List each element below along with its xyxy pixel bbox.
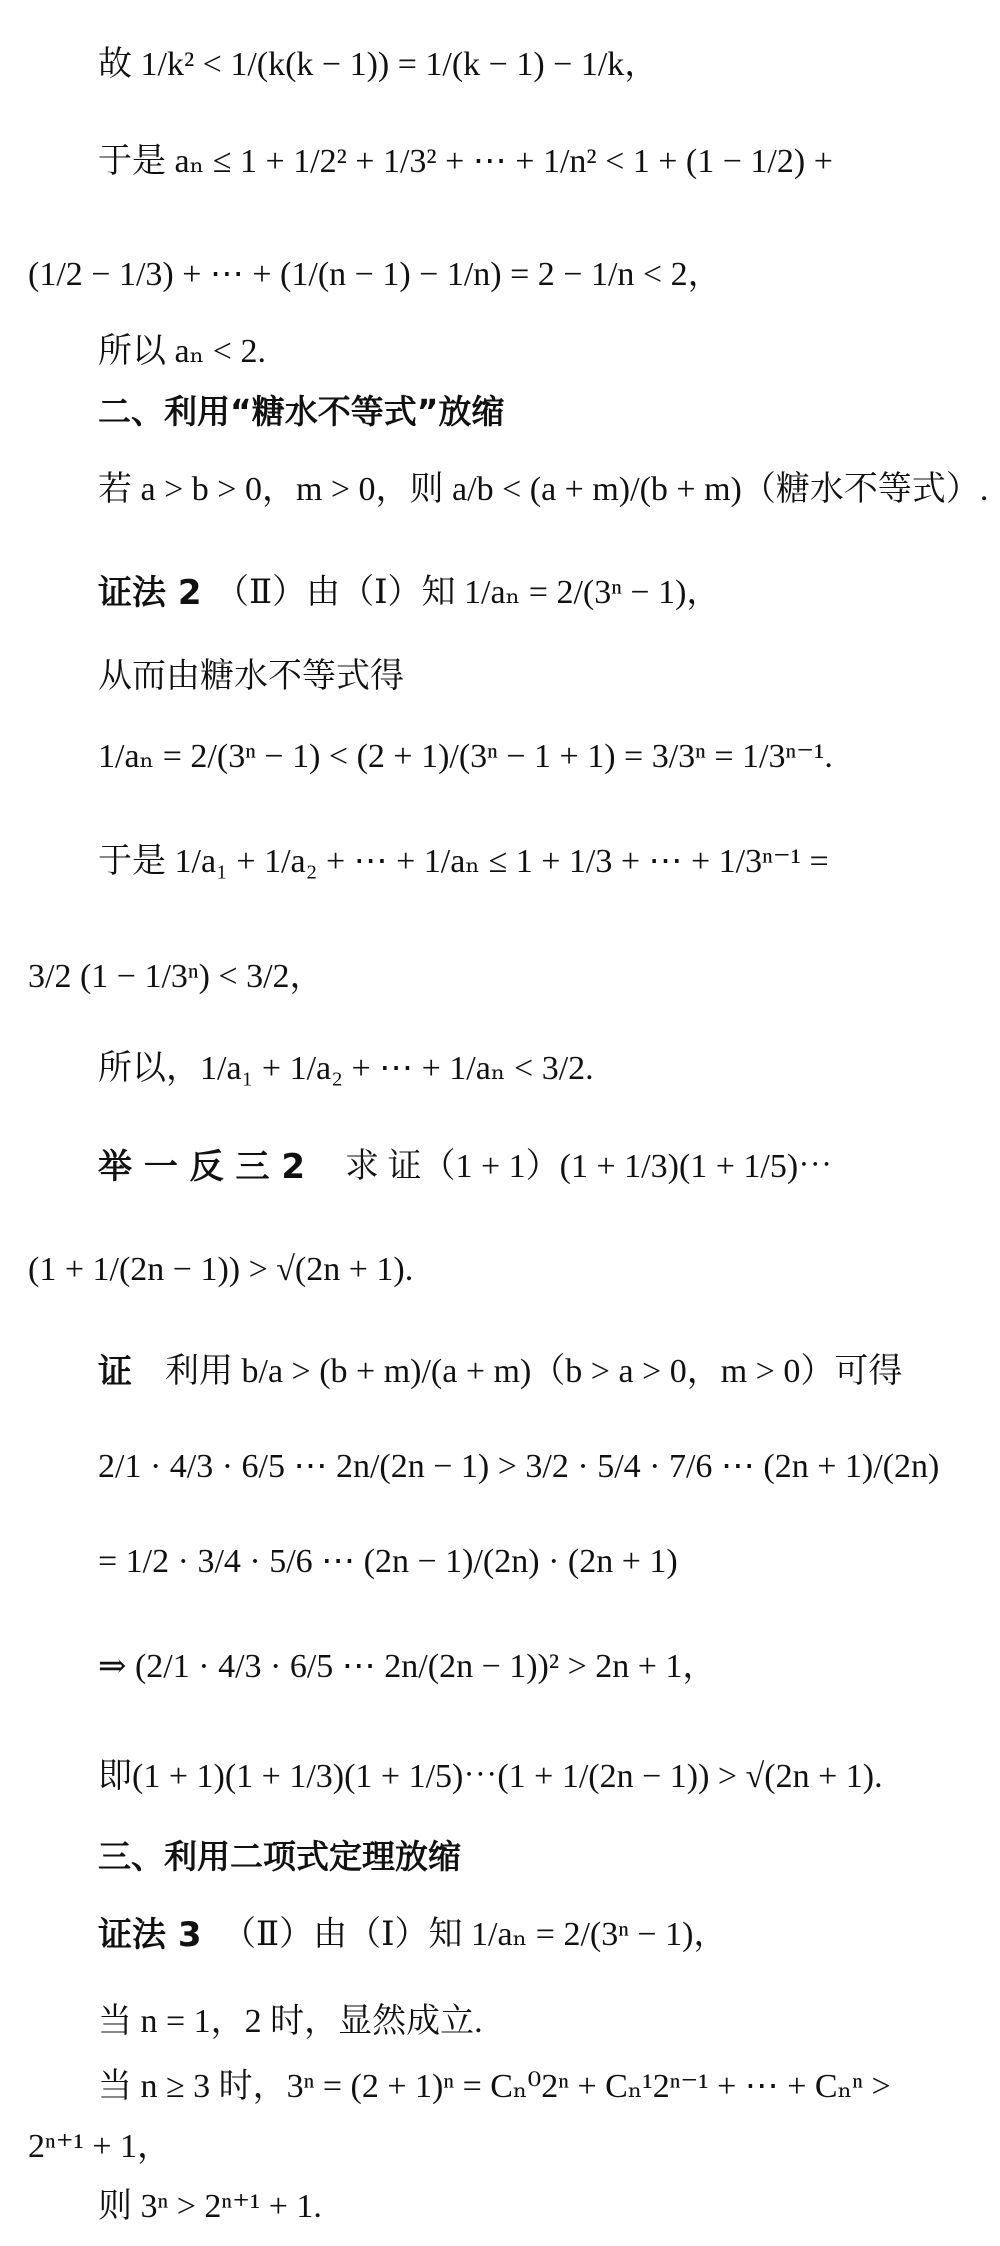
text-line: 当 n ≥ 3 时，3ⁿ = (2 + 1)ⁿ = Cₙ⁰2ⁿ + Cₙ¹2ⁿ⁻¹ + ⋯ + Cₙⁿ > [98,2068,891,2105]
text-line: 2/1 · 4/3 · 6/5 ⋯ 2n/(2n − 1) > 3/2 · 5/4 · 7/6 ⋯ (2n + 1)/(2n) [98,1448,940,1485]
section-heading: 二、利用“糖水不等式”放缩 [98,392,505,431]
text-line: 于是 aₙ ≤ 1 + 1/2² + 1/3² + ⋯ + 1/n² < 1 + (1 − 1/2) + [98,143,833,180]
text-line: 利用 b/a > (b + m)/(a + m)（b > a > 0，m > 0）可得 [165,1353,903,1390]
text-line: （Ⅱ）由（Ⅰ）知 1/aₙ = 2/(3ⁿ − 1)， [215,574,721,611]
text-line: (1 + 1/(2n − 1)) > √(2n + 1). [28,1251,414,1288]
text-line: 当 n = 1，2 时，显然成立. [98,2003,483,2040]
proof-label: 证法 3 [98,1915,202,1955]
text-line: (1/2 − 1/3) + ⋯ + (1/(n − 1) − 1/n) = 2 − 1/n < 2， [28,256,722,293]
section-heading: 三、利用二项式定理放缩 [98,1837,461,1876]
text-line: = 1/2 · 3/4 · 5/6 ⋯ (2n − 1)/(2n) · (2n + 1) [98,1543,678,1580]
text-line: 3/2 (1 − 1/3ⁿ) < 3/2， [28,958,324,995]
text-line: 则 3ⁿ > 2ⁿ⁺¹ + 1. [98,2188,322,2225]
example-label: 举 一 反 三 2 [98,1147,306,1187]
text-line: 从而由糖水不等式得 [98,658,404,695]
text-line: 于是 1/a₁ + 1/a₂ + ⋯ + 1/aₙ ≤ 1 + 1/3 + ⋯ + 1/3ⁿ⁻¹ = [98,843,829,880]
text-line: 故 1/k² < 1/(k(k − 1)) = 1/(k − 1) − 1/k， [98,46,659,83]
text-line: 求 证（1 + 1）(1 + 1/3)(1 + 1/5)⋯ [345,1148,833,1185]
text-line: 若 a > b > 0，m > 0，则 a/b < (a + m)/(b + m)（糖水不等式）. [98,471,989,508]
text-line: ⇒ (2/1 · 4/3 · 6/5 ⋯ 2n/(2n − 1))² > 2n + 1， [98,1648,717,1685]
text-line: 1/aₙ = 2/(3ⁿ − 1) < (2 + 1)/(3ⁿ − 1 + 1) = 3/3ⁿ = 1/3ⁿ⁻¹. [98,738,833,775]
text-line: （Ⅱ）由（Ⅰ）知 1/aₙ = 2/(3ⁿ − 1)， [222,1916,728,1953]
text-line: 所以，1/a₁ + 1/a₂ + ⋯ + 1/aₙ < 3/2. [98,1050,594,1087]
proof-label: 证法 2 [98,573,202,613]
text-line: 所以 aₙ < 2. [98,333,266,370]
proof-label: 证 [98,1352,132,1392]
text-line: 即(1 + 1)(1 + 1/3)(1 + 1/5)⋯(1 + 1/(2n − 1)) > √(2n + 1). [98,1758,883,1795]
text-line: 2ⁿ⁺¹ + 1， [28,2128,172,2165]
